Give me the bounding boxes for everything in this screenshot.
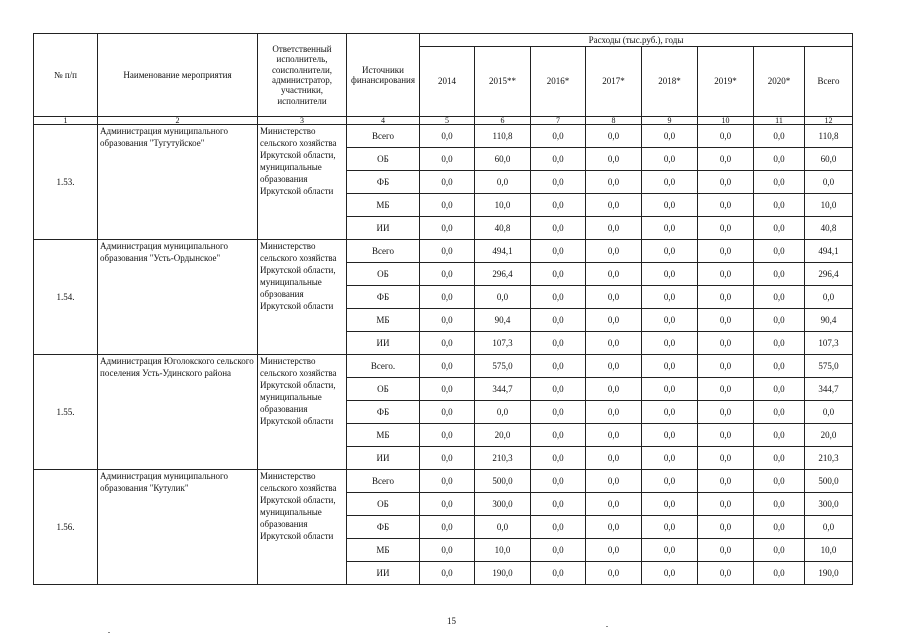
total-cell: 60,0 [805,148,853,171]
amount-cell: 0,0 [531,493,586,516]
funding-source: Всего [347,470,420,493]
amount-cell: 0,0 [531,447,586,470]
header-expenses: Расходы (тыс.руб.), годы [420,34,853,47]
amount-cell: 90,4 [475,309,531,332]
amount-cell: 0,0 [754,539,805,562]
amount-cell: 0,0 [531,125,586,148]
table-row [34,470,853,493]
amount-cell: 0,0 [698,493,754,516]
amount-cell: 300,0 [475,493,531,516]
amount-cell: 0,0 [531,378,586,401]
page-number: 15 [447,616,456,626]
amount-cell: 0,0 [531,286,586,309]
amount-cell: 10,0 [475,194,531,217]
amount-cell: 0,0 [531,309,586,332]
amount-cell: 0,0 [642,148,698,171]
amount-cell: 0,0 [754,424,805,447]
amount-cell: 0,0 [420,493,475,516]
amount-cell: 0,0 [420,424,475,447]
total-cell: 0,0 [805,401,853,424]
amount-cell: 0,0 [420,171,475,194]
amount-cell: 0,0 [754,171,805,194]
funding-source: МБ [347,309,420,332]
amount-cell: 0,0 [475,401,531,424]
amount-cell: 0,0 [586,171,642,194]
amount-cell: 0,0 [754,470,805,493]
funding-source: ФБ [347,516,420,539]
funding-source: ОБ [347,263,420,286]
total-cell: 110,8 [805,125,853,148]
amount-cell: 0,0 [698,332,754,355]
responsible-executor: Министерство сельского хозяйства Иркутской области, муниципальные образования Иркутской области [258,355,347,470]
column-index-cell: 11 [754,117,805,125]
total-cell: 300,0 [805,493,853,516]
total-cell: 107,3 [805,332,853,355]
amount-cell: 0,0 [698,263,754,286]
amount-cell: 0,0 [586,263,642,286]
expenses-table [33,33,853,585]
amount-cell: 0,0 [586,378,642,401]
amount-cell: 0,0 [754,332,805,355]
amount-cell: 0,0 [420,125,475,148]
total-cell: 40,8 [805,217,853,240]
amount-cell: 0,0 [642,378,698,401]
header-year: 2018* [642,47,698,117]
total-cell: 494,1 [805,240,853,263]
amount-cell: 210,3 [475,447,531,470]
amount-cell: 0,0 [531,516,586,539]
amount-cell: 0,0 [698,217,754,240]
amount-cell: 0,0 [642,355,698,378]
table-row [34,125,853,148]
total-cell: 0,0 [805,286,853,309]
header-source: Источники финансирования [347,34,420,117]
amount-cell: 0,0 [420,217,475,240]
total-cell: 575,0 [805,355,853,378]
item-number: 1.53. [34,125,98,240]
amount-cell: 0,0 [698,125,754,148]
column-index-cell: 2 [98,117,258,125]
amount-cell: 20,0 [475,424,531,447]
total-cell: 10,0 [805,539,853,562]
funding-source: ИИ [347,217,420,240]
amount-cell: 0,0 [586,148,642,171]
amount-cell: 0,0 [531,194,586,217]
column-index-cell: 12 [805,117,853,125]
column-index-cell: 5 [420,117,475,125]
amount-cell: 0,0 [531,240,586,263]
amount-cell: 0,0 [642,286,698,309]
amount-cell: 0,0 [642,562,698,585]
amount-cell: 0,0 [642,401,698,424]
amount-cell: 0,0 [420,562,475,585]
amount-cell: 0,0 [754,240,805,263]
column-index-cell: 4 [347,117,420,125]
amount-cell: 0,0 [586,516,642,539]
header-year: 2016* [531,47,586,117]
item-number: 1.56. [34,470,98,585]
amount-cell: 0,0 [531,470,586,493]
total-cell: 90,4 [805,309,853,332]
amount-cell: 0,0 [420,309,475,332]
funding-source: ОБ [347,493,420,516]
amount-cell: 296,4 [475,263,531,286]
funding-source: ИИ [347,447,420,470]
amount-cell: 0,0 [698,401,754,424]
amount-cell: 0,0 [531,355,586,378]
total-cell: 0,0 [805,516,853,539]
total-cell: 296,4 [805,263,853,286]
amount-cell: 0,0 [754,286,805,309]
funding-source: МБ [347,194,420,217]
amount-cell: 575,0 [475,355,531,378]
column-index-cell: 9 [642,117,698,125]
amount-cell: 0,0 [698,424,754,447]
amount-cell: 0,0 [586,240,642,263]
amount-cell: 0,0 [586,332,642,355]
amount-cell: 0,0 [531,148,586,171]
amount-cell: 0,0 [586,125,642,148]
amount-cell: 0,0 [642,539,698,562]
header-total: Всего [805,47,853,117]
total-cell: 20,0 [805,424,853,447]
amount-cell: 0,0 [698,309,754,332]
item-number: 1.55. [34,355,98,470]
amount-cell: 0,0 [586,424,642,447]
amount-cell: 190,0 [475,562,531,585]
amount-cell: 0,0 [754,562,805,585]
amount-cell: 0,0 [420,332,475,355]
column-index-cell: 8 [586,117,642,125]
amount-cell: 0,0 [586,562,642,585]
amount-cell: 0,0 [420,470,475,493]
amount-cell: 0,0 [642,263,698,286]
amount-cell: 0,0 [698,194,754,217]
amount-cell: 0,0 [698,148,754,171]
amount-cell: 0,0 [754,401,805,424]
amount-cell: 0,0 [475,516,531,539]
amount-cell: 0,0 [531,424,586,447]
amount-cell: 0,0 [754,378,805,401]
amount-cell: 0,0 [475,171,531,194]
amount-cell: 0,0 [642,447,698,470]
amount-cell: 0,0 [420,286,475,309]
amount-cell: 0,0 [754,516,805,539]
total-cell: 190,0 [805,562,853,585]
amount-cell: 0,0 [586,470,642,493]
amount-cell: 0,0 [586,401,642,424]
amount-cell: 0,0 [754,125,805,148]
funding-source: ОБ [347,148,420,171]
funding-source: Всего [347,125,420,148]
amount-cell: 0,0 [531,332,586,355]
amount-cell: 0,0 [586,194,642,217]
column-index-cell: 7 [531,117,586,125]
total-cell: 10,0 [805,194,853,217]
amount-cell: 0,0 [420,378,475,401]
table-body [34,34,853,585]
amount-cell: 0,0 [754,447,805,470]
amount-cell: 494,1 [475,240,531,263]
amount-cell: 0,0 [698,355,754,378]
responsible-executor: Министерство сельского хозяйства Иркутской области, муниципальные образования Иркутской области [258,470,347,585]
amount-cell: 0,0 [642,125,698,148]
funding-source: ФБ [347,171,420,194]
amount-cell: 0,0 [698,286,754,309]
amount-cell: 0,0 [642,424,698,447]
amount-cell: 0,0 [531,562,586,585]
funding-source: МБ [347,539,420,562]
column-index-row [34,117,853,125]
scan-speck [606,626,608,627]
column-index-cell: 3 [258,117,347,125]
funding-source: ФБ [347,401,420,424]
amount-cell: 0,0 [754,309,805,332]
amount-cell: 0,0 [642,516,698,539]
amount-cell: 0,0 [420,194,475,217]
activity-name: Администрация муниципального образования "Кутулик" [98,470,258,585]
amount-cell: 0,0 [531,401,586,424]
amount-cell: 0,0 [698,447,754,470]
table-row [34,240,853,263]
amount-cell: 0,0 [420,539,475,562]
amount-cell: 344,7 [475,378,531,401]
funding-source: Всего. [347,355,420,378]
amount-cell: 40,8 [475,217,531,240]
amount-cell: 0,0 [420,447,475,470]
amount-cell: 0,0 [642,240,698,263]
amount-cell: 0,0 [475,286,531,309]
header-no: № п/п [34,34,98,117]
amount-cell: 0,0 [642,332,698,355]
amount-cell: 0,0 [754,217,805,240]
amount-cell: 0,0 [642,309,698,332]
amount-cell: 0,0 [698,562,754,585]
header-year: 2017* [586,47,642,117]
amount-cell: 0,0 [586,286,642,309]
amount-cell: 107,3 [475,332,531,355]
amount-cell: 0,0 [420,148,475,171]
header-responsible: Ответственный исполнитель, соисполнители, администратор, участники, исполнители [258,34,347,117]
amount-cell: 0,0 [420,516,475,539]
amount-cell: 0,0 [531,171,586,194]
header-year: 2019* [698,47,754,117]
amount-cell: 0,0 [754,493,805,516]
amount-cell: 0,0 [642,493,698,516]
activity-name: Администрация муниципального образования "Усть-Ордынское" [98,240,258,355]
header-year: 2015** [475,47,531,117]
responsible-executor: Министерство сельского хозяйства Иркутской области, муниципальные образования Иркутской области [258,125,347,240]
total-cell: 500,0 [805,470,853,493]
amount-cell: 0,0 [531,539,586,562]
amount-cell: 0,0 [586,493,642,516]
amount-cell: 0,0 [586,217,642,240]
header-year: 2020* [754,47,805,117]
responsible-executor: Министерство сельского хозяйства Иркутской области, муниципальные обрзования Иркутской области [258,240,347,355]
amount-cell: 0,0 [698,516,754,539]
amount-cell: 0,0 [754,148,805,171]
amount-cell: 500,0 [475,470,531,493]
amount-cell: 0,0 [642,194,698,217]
amount-cell: 10,0 [475,539,531,562]
amount-cell: 0,0 [754,263,805,286]
total-cell: 210,3 [805,447,853,470]
amount-cell: 0,0 [586,447,642,470]
amount-cell: 0,0 [642,217,698,240]
item-number: 1.54. [34,240,98,355]
amount-cell: 0,0 [586,539,642,562]
amount-cell: 0,0 [754,355,805,378]
column-index-cell: 6 [475,117,531,125]
amount-cell: 0,0 [586,355,642,378]
amount-cell: 0,0 [698,171,754,194]
amount-cell: 0,0 [420,263,475,286]
header-year: 2014 [420,47,475,117]
amount-cell: 0,0 [642,171,698,194]
funding-source: ИИ [347,332,420,355]
total-cell: 344,7 [805,378,853,401]
amount-cell: 0,0 [754,194,805,217]
activity-name: Администрация Юголокского сельского поселения Усть-Удинского района [98,355,258,470]
amount-cell: 60,0 [475,148,531,171]
amount-cell: 0,0 [642,470,698,493]
activity-name: Администрация муниципального образования "Тугутуйское" [98,125,258,240]
scan-speck [108,632,110,633]
total-cell: 0,0 [805,171,853,194]
amount-cell: 0,0 [698,470,754,493]
amount-cell: 0,0 [420,240,475,263]
amount-cell: 110,8 [475,125,531,148]
header-name: Наименование мероприятия [98,34,258,117]
funding-source: МБ [347,424,420,447]
funding-source: Всего [347,240,420,263]
amount-cell: 0,0 [698,378,754,401]
amount-cell: 0,0 [531,217,586,240]
funding-source: ИИ [347,562,420,585]
funding-source: ФБ [347,286,420,309]
amount-cell: 0,0 [586,309,642,332]
column-index-cell: 1 [34,117,98,125]
amount-cell: 0,0 [420,355,475,378]
column-index-cell: 10 [698,117,754,125]
amount-cell: 0,0 [698,539,754,562]
amount-cell: 0,0 [420,401,475,424]
amount-cell: 0,0 [698,240,754,263]
table-row [34,355,853,378]
amount-cell: 0,0 [531,263,586,286]
funding-source: ОБ [347,378,420,401]
